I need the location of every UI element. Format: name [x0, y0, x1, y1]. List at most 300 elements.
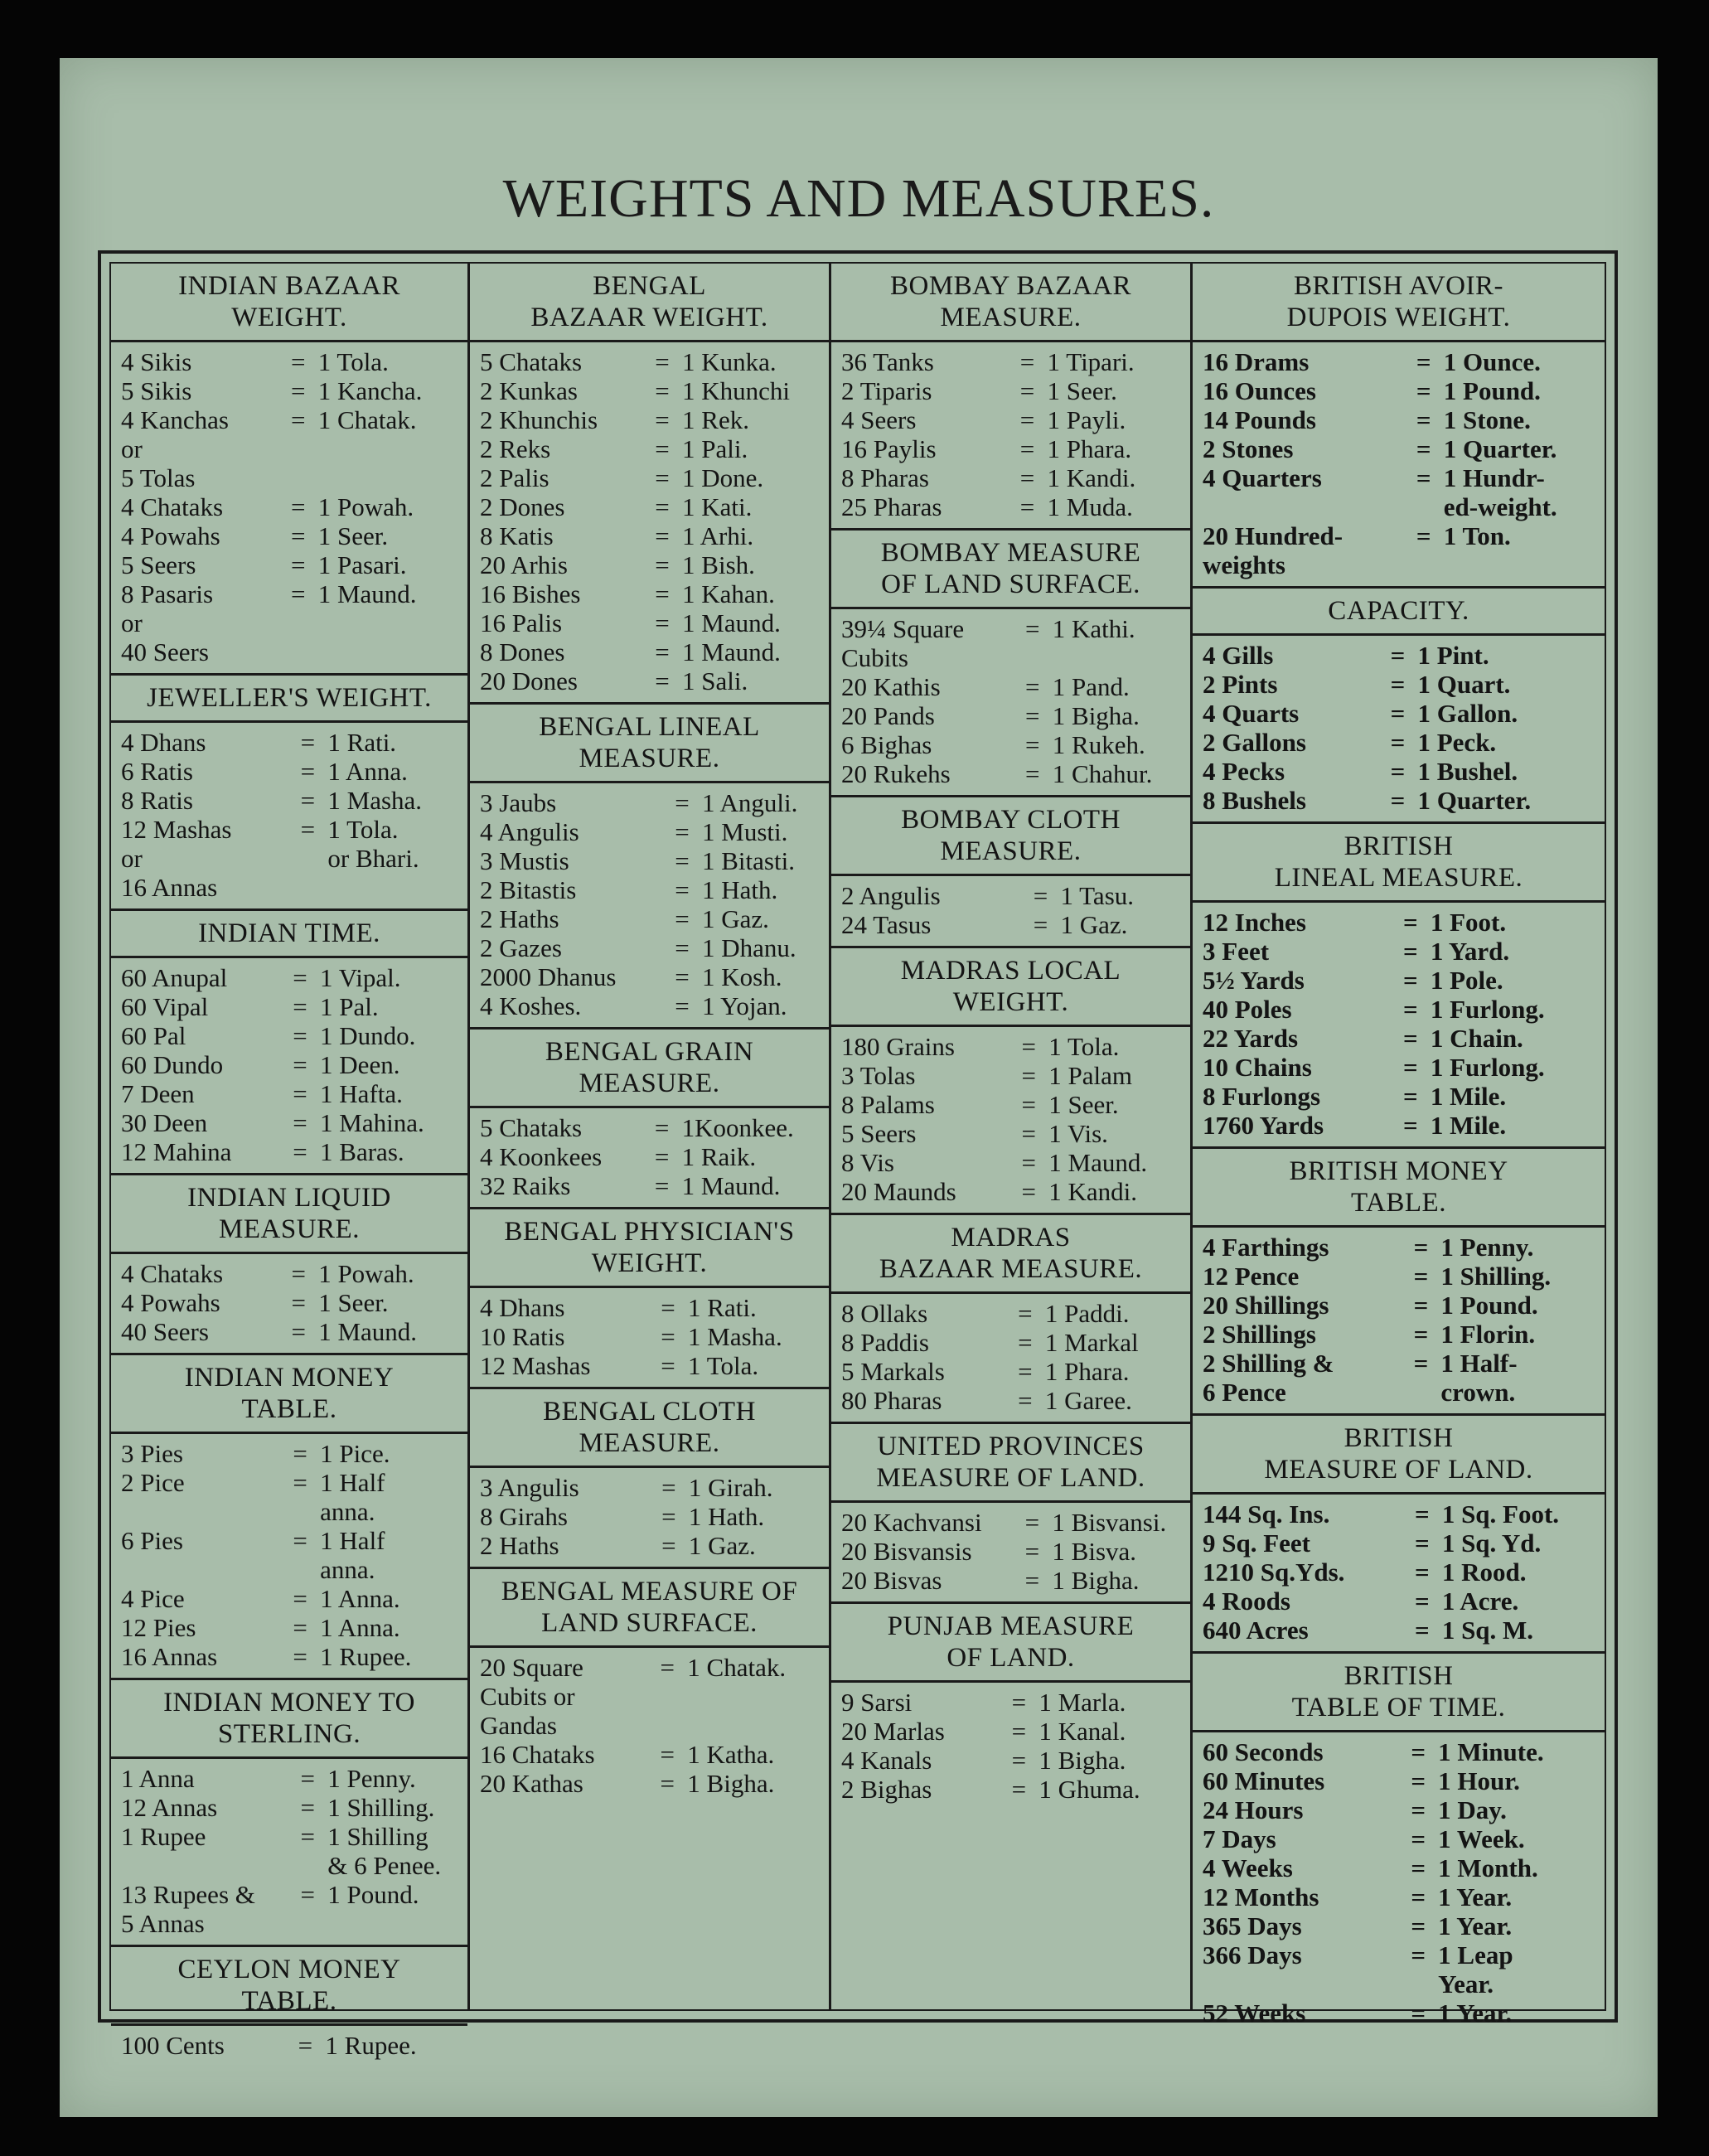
conversion-row: [1193, 1291, 1605, 1320]
row-left-quantity: 4 Quarts: [1203, 699, 1300, 728]
conversion-row: [1193, 1853, 1605, 1882]
row-left-quantity: 20 Kathas: [480, 1769, 583, 1798]
row-right-quantity: 1 Pal.: [320, 992, 379, 1021]
row-right-quantity: 1 Seer.: [1048, 1090, 1119, 1119]
row-right-quantity: 1 Rupee.: [320, 1642, 412, 1671]
equals-sign: =: [660, 1653, 675, 1682]
row-right-quantity: 1 Ton.: [1443, 521, 1511, 550]
equals-sign: =: [675, 846, 690, 875]
row-left-quantity: 1210 Sq.Yds.: [1203, 1558, 1345, 1587]
measure-section: [111, 1175, 467, 1355]
conversion-row: [470, 1113, 829, 1142]
equals-sign: =: [655, 434, 670, 463]
row-left-quantity: 8 Ollaks: [841, 1299, 928, 1328]
row-left-quantity: 6 Ratis: [121, 757, 193, 786]
equals-sign: =: [1019, 463, 1035, 492]
row-right-quantity: 1 Kosh.: [702, 962, 782, 991]
conversion-row: [111, 347, 467, 376]
conversion-row: [111, 1764, 467, 1793]
conversion-row: [1193, 1053, 1605, 1082]
row-right-quantity: 1 Powah.: [317, 492, 414, 521]
conversion-row: [470, 376, 829, 405]
conversion-row: [1193, 1529, 1605, 1558]
equals-sign: =: [655, 550, 670, 579]
conversion-row: [470, 434, 829, 463]
row-left-quantity: 365 Days: [1203, 1911, 1302, 1940]
conversion-table: [831, 1299, 1190, 1415]
row-left-quantity: 1 Anna: [121, 1764, 195, 1793]
measure-section: [1193, 1149, 1605, 1416]
row-left-quantity: 6 Pies: [121, 1526, 183, 1555]
equals-sign: =: [291, 1288, 306, 1317]
conversion-row: [470, 1473, 829, 1502]
row-right-quantity: 1 Seer.: [318, 1288, 389, 1317]
conversion-row: [111, 579, 467, 666]
equals-sign: =: [655, 347, 670, 376]
equals-sign: =: [661, 1473, 676, 1502]
equals-sign: =: [1390, 728, 1406, 757]
row-right-quantity: 1 Kathi.: [1052, 614, 1135, 643]
row-right-quantity: 1 Pasari.: [317, 550, 407, 579]
conversion-row: [111, 1642, 467, 1671]
conversion-row: [831, 672, 1190, 701]
page-title: WEIGHTS AND MEASURES.: [502, 168, 1215, 229]
row-left-quantity: 5 Markals: [841, 1357, 945, 1386]
row-right-quantity: 1 Ounce.: [1443, 347, 1541, 376]
equals-sign: =: [293, 1137, 307, 1166]
row-right-quantity: 1 Kandi.: [1047, 463, 1136, 492]
conversion-row: [470, 637, 829, 666]
section-heading: INDIAN LIQUID MEASURE.: [111, 1175, 467, 1254]
row-left-quantity: 52 Weeks: [1203, 1999, 1306, 2028]
row-right-quantity: 1 Chain.: [1430, 1024, 1523, 1053]
row-right-quantity: 1 Furlong.: [1430, 995, 1545, 1024]
row-left-quantity: 3 Mustis: [480, 846, 569, 875]
row-left-quantity: 3 Jaubs: [480, 788, 557, 817]
row-left-quantity: 60 Dundo: [121, 1050, 224, 1079]
equals-sign: =: [293, 1613, 307, 1642]
row-right-quantity: 1 Tasu.: [1060, 881, 1135, 910]
measure-section: [111, 1947, 467, 2066]
conversion-row: [1193, 1024, 1605, 1053]
row-right-quantity: 1 Florin.: [1440, 1320, 1536, 1349]
conversion-table: [831, 347, 1190, 521]
conversion-table: [1193, 1233, 1605, 1407]
conversion-table: [470, 1473, 829, 1560]
conversion-table: [831, 614, 1190, 788]
section-body: [470, 1648, 829, 1805]
section-body: [111, 1254, 467, 1353]
equals-sign: =: [1021, 1177, 1036, 1206]
equals-sign: =: [1011, 1746, 1027, 1775]
row-right-quantity: 1 Week.: [1438, 1824, 1525, 1853]
conversion-row: [831, 1386, 1190, 1415]
conversion-row: [1193, 1616, 1605, 1645]
equals-sign: =: [1019, 376, 1035, 405]
row-right-quantity: 1 Maund.: [682, 608, 781, 637]
conversion-row: [111, 550, 467, 579]
conversion-row: [1193, 1766, 1605, 1795]
measure-section: [1193, 589, 1605, 824]
row-left-quantity: 8 Girahs: [480, 1502, 568, 1531]
conversion-row: [111, 1584, 467, 1613]
section-heading: MADRAS LOCAL WEIGHT.: [831, 948, 1190, 1027]
equals-sign: =: [655, 666, 670, 695]
equals-sign: =: [300, 1822, 315, 1851]
conversion-row: [1193, 405, 1605, 434]
row-right-quantity: 1 Dundo.: [320, 1021, 416, 1050]
measure-section: [831, 1424, 1190, 1604]
row-right-quantity: 1 Shilling & 6 Penee.: [327, 1822, 442, 1880]
conversion-row: [831, 910, 1190, 939]
conversion-row: [1193, 1500, 1605, 1529]
row-left-quantity: 32 Raiks: [480, 1171, 571, 1200]
equals-sign: =: [1414, 1558, 1430, 1587]
row-right-quantity: 1 Bish.: [682, 550, 755, 579]
row-left-quantity: 20 Hundred- weights: [1203, 521, 1343, 579]
equals-sign: =: [1025, 614, 1040, 643]
column-2: [470, 264, 831, 2009]
row-right-quantity: 1Koonkee.: [681, 1113, 794, 1142]
row-right-quantity: 1 Tipari.: [1047, 347, 1135, 376]
conversion-row: [1193, 786, 1605, 815]
conversion-row: [1193, 1233, 1605, 1262]
conversion-table: [1193, 641, 1605, 815]
equals-sign: =: [1021, 1061, 1036, 1090]
conversion-row: [1193, 995, 1605, 1024]
row-left-quantity: 60 Seconds: [1203, 1737, 1324, 1766]
row-left-quantity: 8 Pasaris or 40 Seers: [121, 579, 214, 666]
measure-section: [470, 1389, 829, 1569]
row-left-quantity: 8 Palams: [841, 1090, 935, 1119]
measure-section: [111, 264, 467, 676]
section-body: [831, 1683, 1190, 1810]
conversion-row: [111, 376, 467, 405]
conversion-row: [831, 463, 1190, 492]
equals-sign: =: [1416, 376, 1431, 405]
section-body: [470, 1108, 829, 1207]
conversion-row: [1193, 1940, 1605, 1999]
row-right-quantity: 1 Kunka.: [682, 347, 777, 376]
conversion-row: [470, 347, 829, 376]
conversion-row: [470, 1293, 829, 1322]
row-right-quantity: 1 Bigha.: [1052, 1566, 1140, 1595]
equals-sign: =: [1413, 1349, 1429, 1378]
row-left-quantity: 16 Annas: [121, 1642, 218, 1671]
equals-sign: =: [1011, 1688, 1027, 1717]
section-body: [111, 2026, 467, 2066]
conversion-row: [831, 614, 1190, 672]
section-heading: JEWELLER'S WEIGHT.: [111, 676, 467, 723]
conversion-row: [831, 730, 1190, 759]
equals-sign: =: [660, 1740, 675, 1769]
equals-sign: =: [1021, 1148, 1036, 1177]
row-left-quantity: 5 Seers: [121, 550, 196, 579]
equals-sign: =: [654, 1171, 670, 1200]
conversion-row: [1193, 434, 1605, 463]
equals-sign: =: [293, 1108, 307, 1137]
column-4: [1193, 264, 1605, 2028]
row-left-quantity: 60 Anupal: [121, 963, 228, 992]
row-left-quantity: 180 Grains: [841, 1032, 955, 1061]
row-left-quantity: 6 Bighas: [841, 730, 932, 759]
section-heading: BENGAL MEASURE OF LAND SURFACE.: [470, 1569, 829, 1648]
equals-sign: =: [1019, 492, 1035, 521]
conversion-row: [1193, 1349, 1605, 1407]
row-right-quantity: 1 Pint.: [1417, 641, 1489, 670]
row-right-quantity: 1 Paddi.: [1044, 1299, 1130, 1328]
measure-section: [470, 1569, 829, 2009]
conversion-row: [1193, 1262, 1605, 1291]
conversion-row: [111, 1288, 467, 1317]
equals-sign: =: [293, 1021, 307, 1050]
section-heading: MADRAS BAZAAR MEASURE.: [831, 1215, 1190, 1294]
section-heading: BRITISH MONEY TABLE.: [1193, 1149, 1605, 1228]
section-heading: CAPACITY.: [1193, 589, 1605, 636]
equals-sign: =: [290, 579, 306, 608]
section-body: [831, 1294, 1190, 1422]
row-left-quantity: 4 Powahs: [121, 521, 220, 550]
equals-sign: =: [1021, 1119, 1036, 1148]
conversion-row: [470, 933, 829, 962]
table-outer-border: [98, 250, 1618, 2060]
equals-sign: =: [661, 1351, 675, 1380]
conversion-row: [470, 1502, 829, 1531]
row-left-quantity: 2 Tiparis: [841, 376, 932, 405]
row-left-quantity: 8 Vis: [841, 1148, 894, 1177]
row-left-quantity: 144 Sq. Ins.: [1203, 1500, 1330, 1529]
row-right-quantity: 1 Bigha.: [1038, 1746, 1126, 1775]
row-left-quantity: 7 Deen: [121, 1079, 195, 1108]
row-left-quantity: 30 Deen: [121, 1108, 208, 1137]
equals-sign: =: [660, 1769, 675, 1798]
conversion-row: [111, 1822, 467, 1880]
row-right-quantity: 1 Penny.: [1440, 1233, 1534, 1262]
row-left-quantity: 60 Pal: [121, 1021, 186, 1050]
row-left-quantity: 2 Shilling & 6 Pence: [1203, 1349, 1334, 1407]
equals-sign: =: [1402, 995, 1418, 1024]
row-right-quantity: 1 Anna.: [327, 757, 408, 786]
equals-sign: =: [1402, 1082, 1418, 1111]
row-right-quantity: 1 Tola.: [688, 1351, 759, 1380]
conversion-row: [1193, 1911, 1605, 1940]
conversion-row: [111, 1526, 467, 1584]
row-left-quantity: 16 Bishes: [480, 579, 581, 608]
equals-sign: =: [1390, 699, 1406, 728]
row-left-quantity: 4 Farthings: [1203, 1233, 1329, 1262]
row-right-quantity: 1 Payli.: [1047, 405, 1126, 434]
row-right-quantity: 1 Raik.: [681, 1142, 757, 1171]
measure-section: [831, 531, 1190, 797]
conversion-row: [470, 875, 829, 904]
conversion-row: [831, 1537, 1190, 1566]
section-heading: UNITED PROVINCES MEASURE OF LAND.: [831, 1424, 1190, 1503]
equals-sign: =: [1402, 1111, 1418, 1140]
section-heading: BRITISH TABLE OF TIME.: [1193, 1654, 1605, 1732]
row-right-quantity: 1 Day.: [1438, 1795, 1507, 1824]
row-right-quantity: 1 Hundr- ed-weight.: [1443, 463, 1557, 521]
row-left-quantity: 8 Ratis: [121, 786, 193, 815]
conversion-row: [470, 463, 829, 492]
row-left-quantity: 25 Pharas: [841, 492, 942, 521]
conversion-row: [1193, 1824, 1605, 1853]
row-right-quantity: 1 Half- crown.: [1440, 1349, 1518, 1407]
conversion-row: [831, 1688, 1190, 1717]
equals-sign: =: [293, 1526, 307, 1555]
row-left-quantity: 2 Khunchis: [480, 405, 598, 434]
row-right-quantity: 1 Done.: [682, 463, 764, 492]
equals-sign: =: [300, 786, 316, 815]
equals-sign: =: [661, 1293, 675, 1322]
conversion-table: [831, 1688, 1190, 1804]
conversion-row: [111, 1439, 467, 1468]
row-right-quantity: 1 Anna.: [320, 1613, 400, 1642]
row-right-quantity: 1 Sq. Yd.: [1441, 1529, 1542, 1558]
equals-sign: =: [293, 1584, 307, 1613]
equals-sign: =: [655, 376, 670, 405]
conversion-row: [470, 492, 829, 521]
conversion-table: [111, 728, 467, 902]
measure-section: [831, 1215, 1190, 1424]
row-left-quantity: 4 Kanals: [841, 1746, 932, 1775]
row-right-quantity: 1 Chahur.: [1052, 759, 1153, 788]
conversion-table: [1193, 908, 1605, 1140]
conversion-row: [111, 963, 467, 992]
equals-sign: =: [1024, 1537, 1040, 1566]
row-left-quantity: 20 Bisvas: [841, 1566, 942, 1595]
equals-sign: =: [1025, 672, 1040, 701]
section-body: [470, 783, 829, 1027]
equals-sign: =: [654, 1113, 670, 1142]
section-body: [111, 1759, 467, 1945]
conversion-row: [111, 405, 467, 492]
conversion-table: [111, 1259, 467, 1346]
row-left-quantity: 16 Drams: [1203, 347, 1310, 376]
equals-sign: =: [1411, 1911, 1426, 1940]
measure-section: [470, 705, 829, 1030]
conversion-row: [111, 786, 467, 815]
conversion-row: [470, 550, 829, 579]
section-heading: BENGAL PHYSICIAN'S WEIGHT.: [470, 1209, 829, 1288]
equals-sign: =: [298, 2031, 313, 2060]
row-left-quantity: 2 Palis: [480, 463, 549, 492]
row-right-quantity: 1 Yard.: [1430, 937, 1510, 966]
row-left-quantity: 10 Chains: [1203, 1053, 1312, 1082]
row-left-quantity: 4 Powahs: [121, 1288, 220, 1317]
row-left-quantity: 4 Pice: [121, 1584, 185, 1613]
equals-sign: =: [291, 1259, 306, 1288]
row-left-quantity: 4 Chataks: [121, 492, 224, 521]
conversion-row: [831, 492, 1190, 521]
row-left-quantity: 60 Minutes: [1203, 1766, 1325, 1795]
row-left-quantity: 8 Katis: [480, 521, 554, 550]
equals-sign: =: [290, 521, 306, 550]
equals-sign: =: [300, 1764, 315, 1793]
equals-sign: =: [1413, 1233, 1429, 1262]
row-left-quantity: 12 Mahina: [121, 1137, 232, 1166]
equals-sign: =: [293, 1079, 307, 1108]
equals-sign: =: [1390, 786, 1406, 815]
equals-sign: =: [293, 963, 307, 992]
row-right-quantity: 1 Yojan.: [702, 991, 787, 1020]
row-left-quantity: 16 Palis: [480, 608, 563, 637]
conversion-row: [111, 1880, 467, 1938]
row-left-quantity: 20 Bisvansis: [841, 1537, 972, 1566]
row-left-quantity: 4 Dhans: [480, 1293, 565, 1322]
equals-sign: =: [1021, 1032, 1036, 1061]
equals-sign: =: [655, 405, 670, 434]
section-heading: BENGAL GRAIN MEASURE.: [470, 1030, 829, 1108]
row-right-quantity: 1 Year.: [1438, 1882, 1513, 1911]
row-left-quantity: 12 Annas: [121, 1793, 218, 1822]
conversion-row: [111, 1050, 467, 1079]
row-right-quantity: 1 Khunchi: [682, 376, 791, 405]
equals-sign: =: [1402, 908, 1418, 937]
section-body: [1193, 903, 1605, 1146]
equals-sign: =: [1024, 1508, 1040, 1537]
conversion-row: [1193, 1882, 1605, 1911]
row-left-quantity: 20 Rukehs: [841, 759, 951, 788]
row-right-quantity: 1 Gaz.: [1060, 910, 1128, 939]
row-right-quantity: 1 Pand.: [1052, 672, 1130, 701]
conversion-row: [1193, 347, 1605, 376]
conversion-table: [111, 347, 467, 666]
row-right-quantity: 1 Hafta.: [320, 1079, 403, 1108]
equals-sign: =: [293, 1642, 307, 1671]
row-right-quantity: 1 Kahan.: [682, 579, 775, 608]
row-right-quantity: 1 Rati.: [688, 1293, 757, 1322]
conversion-row: [831, 1775, 1190, 1804]
row-left-quantity: 2 Dones: [480, 492, 565, 521]
row-right-quantity: 1 Garee.: [1044, 1386, 1132, 1415]
equals-sign: =: [1011, 1775, 1027, 1804]
row-right-quantity: 1 Hour.: [1438, 1766, 1520, 1795]
row-left-quantity: 60 Vipal: [121, 992, 209, 1021]
conversion-row: [1193, 1082, 1605, 1111]
equals-sign: =: [1390, 670, 1406, 699]
row-left-quantity: 640 Acres: [1203, 1616, 1309, 1645]
row-right-quantity: 1 Bisva.: [1052, 1537, 1137, 1566]
row-left-quantity: 5 Seers: [841, 1119, 917, 1148]
row-right-quantity: 1 Maund.: [682, 637, 781, 666]
row-right-quantity: 1 Kandi.: [1048, 1177, 1138, 1206]
conversion-row: [831, 405, 1190, 434]
row-left-quantity: 20 Arhis: [480, 550, 568, 579]
row-right-quantity: 1 Gaz.: [702, 904, 769, 933]
row-left-quantity: 12 Mashas: [480, 1351, 591, 1380]
row-right-quantity: 1 Arhi.: [682, 521, 754, 550]
row-left-quantity: 4 Sikis: [121, 347, 192, 376]
conversion-row: [111, 1021, 467, 1050]
row-right-quantity: 1 Acre.: [1441, 1587, 1519, 1616]
row-left-quantity: 2 Shillings: [1203, 1320, 1316, 1349]
equals-sign: =: [661, 1502, 676, 1531]
section-body: [831, 609, 1190, 795]
equals-sign: =: [290, 376, 306, 405]
row-right-quantity: 1 Pole.: [1430, 966, 1503, 995]
row-left-quantity: 2 Haths: [480, 904, 559, 933]
row-left-quantity: 2 Reks: [480, 434, 551, 463]
measures-grid: [109, 262, 1606, 2060]
equals-sign: =: [655, 463, 670, 492]
row-right-quantity: 1 Chatak.: [687, 1653, 787, 1682]
equals-sign: =: [300, 815, 316, 844]
row-left-quantity: 4 Gills: [1203, 641, 1274, 670]
equals-sign: =: [1414, 1616, 1430, 1645]
row-right-quantity: 1 Mahina.: [320, 1108, 424, 1137]
section-body: [1193, 1732, 1605, 2034]
equals-sign: =: [1018, 1328, 1033, 1357]
